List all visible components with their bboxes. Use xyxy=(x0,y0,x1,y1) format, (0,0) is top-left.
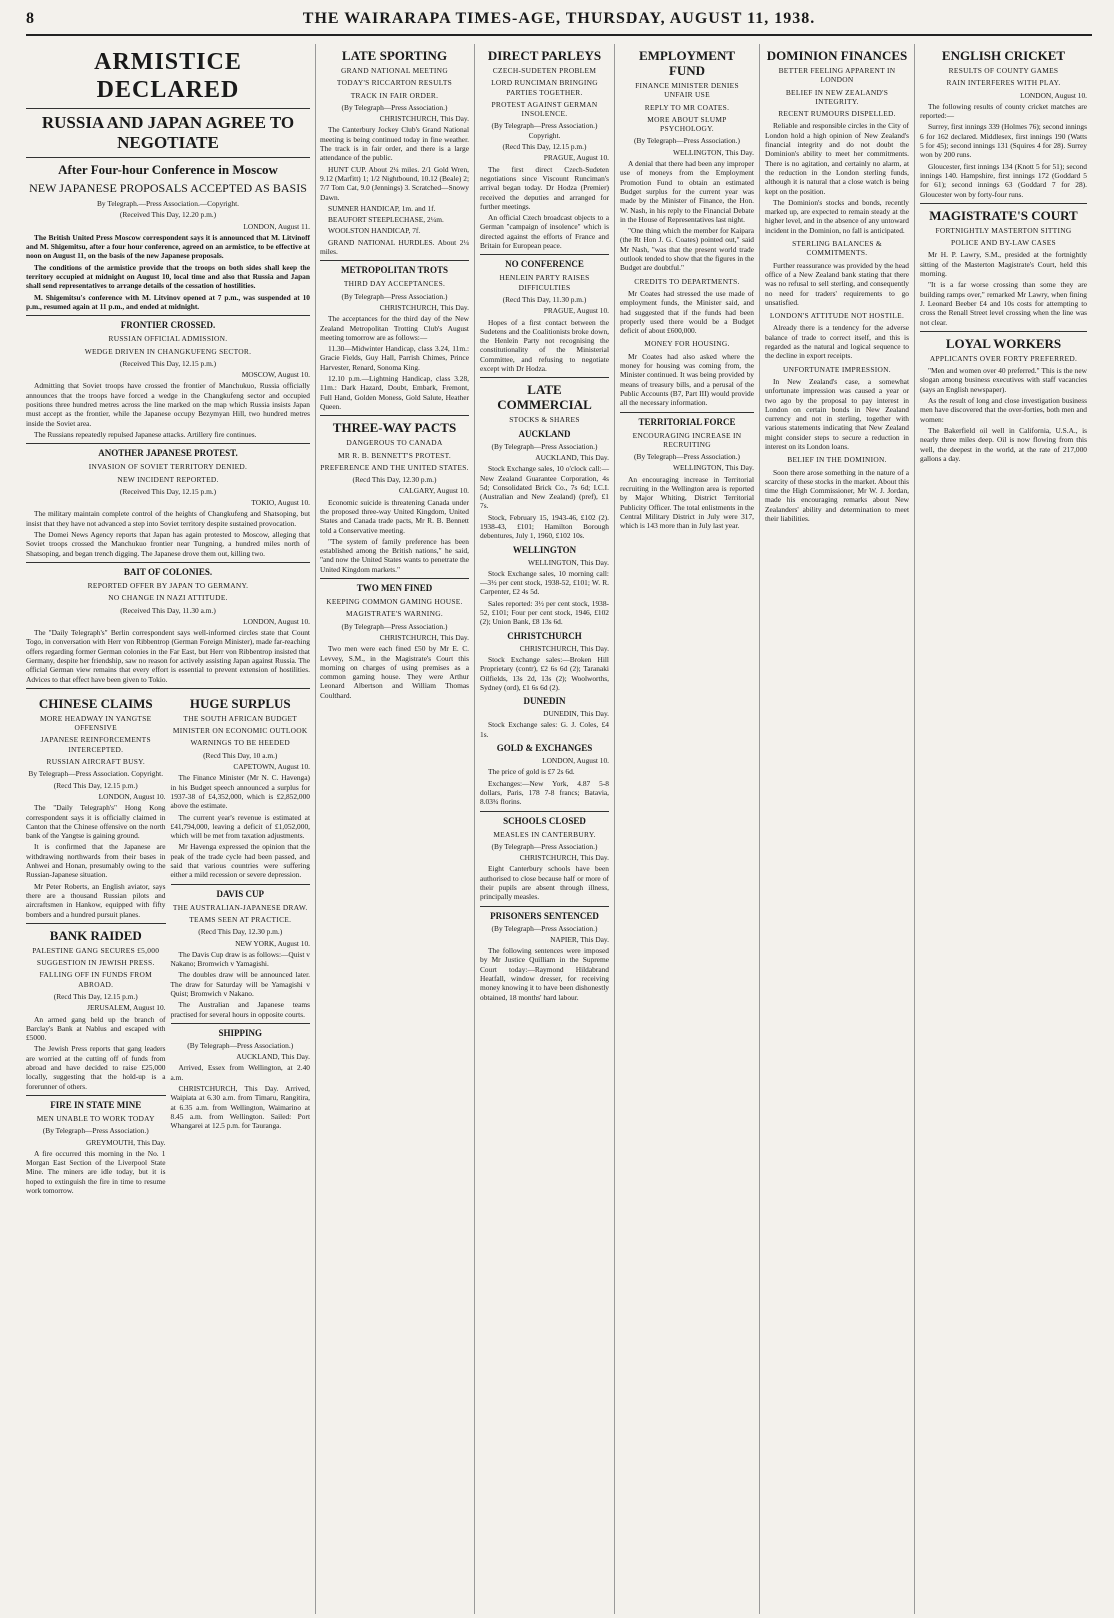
article-fire-in-state-mine xyxy=(26,1100,166,1195)
paragraph: 11.30—Midwinter Handicap, class 3.24, 11m.: Gracie Fields, Guy Hall, Parrish Chimes, Prince Harvester, Renard, Sonoma King. xyxy=(320,344,469,372)
received: (Recd This Day, 12.30 p.m.) xyxy=(198,927,283,937)
headline: WELLINGTON xyxy=(512,544,577,555)
article-body xyxy=(920,250,1087,326)
paragraph: Soon there arose something in the nature of a scarcity of these stocks in the market. About this time the High Commissioner, Mr W. J. Jordan, made his encouraging remarks about New Zealanders' ability and determination to meet their liabilities. xyxy=(765,467,909,524)
headline: TERRITORIAL FORCE xyxy=(638,416,736,427)
article-body xyxy=(320,314,469,411)
dateline: LONDON, August 10. xyxy=(98,791,166,801)
paragraph: Surrey, first innings 339 (Holmes 76); second innings 6 for 162 declared. Middlesex, first innings 190 (Watts 5 for 45); second innings 131 (Squires 4 for 28). Surrey won by 200 runs. xyxy=(920,122,1087,160)
article-money-for-housing xyxy=(620,339,754,407)
subhead: RESULTS OF COUNTY GAMES xyxy=(948,66,1059,75)
paragraph: A denial that there had been any improper use of moneys from the Employment Promotion Fund to obtain an estimated Budget surplus for the current year was made by the Minister of Finance, the Hon. W. Nash, in his reply to the Financial Debate in the House of Representatives last night. xyxy=(620,159,754,224)
dateline: NEW YORK, August 10. xyxy=(235,938,310,948)
paragraph: The military maintain complete control of the heights of Changkufeng and Shatsoping, but insist that they have not advanced a step into Soviet territory despite sustained provocation. xyxy=(26,509,310,528)
headline: FRONTIER CROSSED. xyxy=(120,320,216,331)
dateline: GREYMOUTH, This Day. xyxy=(86,1137,166,1147)
article-gold-exchanges xyxy=(480,743,609,806)
article-credits-to-departments xyxy=(620,277,754,336)
subhead: TODAY'S RICCARTON RESULTS xyxy=(336,78,453,88)
dateline: AUCKLAND, This Day. xyxy=(535,452,609,462)
article-christchurch xyxy=(480,631,609,692)
article-another-protest xyxy=(26,448,310,558)
paragraph: Reliable and responsible circles in the City of London hold a high opinion of New Zealand's financial integrity and do not doubt the Dominion's ability to meet her commitments. There is no agitation, and certainly no alarm, at the reduction in the London sterling funds, although it is natural that a close watch is being kept on the position. xyxy=(765,121,909,196)
subhead: REPORTED OFFER BY JAPAN TO GERMANY. xyxy=(87,580,249,590)
paragraph: The acceptances for the third day of the New Zealand Metropolitan Trotting Club's August meeting tomorrow are as follows:— xyxy=(320,314,469,342)
paragraph: As the result of long and close investigation business men have discovered that the over-forties, both men and women: xyxy=(920,396,1087,424)
subhead: RUSSIAN AIRCRAFT BUSY. xyxy=(46,757,146,767)
paragraph: CHRISTCHURCH, This Day. Arrived, Waipiata at 6.30 a.m. from Timaru, Rangitira, at 6.35 a.m. from Wellington, Waimarino at 8.45 a.m. from Wellington. Sailed: Port Whangarei at 12.5 p.m. for Tauranga. xyxy=(170,1084,310,1131)
article-body xyxy=(26,233,310,311)
dateline: CHRISTCHURCH, This Day. xyxy=(519,643,609,653)
article-body xyxy=(765,377,909,451)
headline: HUGE SURPLUS xyxy=(189,695,291,711)
received: (Received This Day, 12.20 p.m.) xyxy=(119,210,217,220)
paragraph: Arrived, Essex from Wellington, at 2.40 a.m. xyxy=(170,1063,310,1082)
paragraph: 12.10 p.m.—Lightning Handicap, class 3.28, 11m.: Dark Hazard, Doubt, Embark, Fremont, Full Hand, Golden Moness, Gold Salute, Heather Queen. xyxy=(320,374,469,411)
paragraph: The Davis Cup draw is as follows:—Quist v Nakano; Bromwich v Yamagishi. xyxy=(170,949,310,969)
headline: BANK RAIDED xyxy=(49,927,142,943)
subhead: RAIN INTERFERES WITH PLAY. xyxy=(946,78,1061,88)
column-5 xyxy=(765,44,915,1614)
article-body xyxy=(171,773,311,879)
article-body xyxy=(480,569,609,627)
paragraph: Gloucester, first innings 134 (Knott 5 for 51); second innings 140. Hampshire, first innings 172 (Goddard 5 for 61); second innings 63 (Goddard 7 for 28). Gloucester won by forty-four runs. xyxy=(920,161,1087,199)
subhead: NEW INCIDENT REPORTED. xyxy=(117,474,219,484)
article-sterling-balances xyxy=(765,239,909,307)
subhead: MINISTER ON ECONOMIC OUTLOOK xyxy=(172,726,308,736)
dateline: CHRISTCHURCH, This Day. xyxy=(379,114,469,124)
subhead: PROTEST AGAINST GERMAN INSOLENCE. xyxy=(491,99,598,119)
paragraph: In New Zealand's case, a somewhat unfortunate impression was caused a year or two ago by the proposal to pay interest in London on certain bonds in New Zealand currency and not in sterling, together with various statements indicating that New Zealand might consider steps to secure a reduction in interest on its London loans. xyxy=(765,376,909,451)
subhead: AUCKLAND xyxy=(518,428,571,439)
dateline: CAPETOWN, August 10. xyxy=(233,762,310,772)
paragraph: GRAND NATIONAL HURDLES. About 2¼ miles. xyxy=(320,237,469,257)
article-no-conference xyxy=(480,259,609,373)
paragraph: Eight Canterbury schools have been authorised to close because half or more of their pupils are absent through illness, principally measles. xyxy=(480,864,609,902)
subhead: RUSSIA AND JAPAN AGREE TO NEGOTIATE xyxy=(41,113,295,152)
subhead: DANGEROUS TO CANADA xyxy=(346,438,443,448)
article-body xyxy=(26,803,166,919)
subhead: THIRD DAY ACCEPTANCES. xyxy=(343,279,446,289)
headline: LATE SPORTING xyxy=(341,48,448,63)
paragraph: "The system of family preference has been established among the British nations," he said, "and now the United States wants to penetrate the United Kingdom markets." xyxy=(320,536,469,574)
subhead: STOCKS & SHARES xyxy=(509,415,580,425)
column-3 xyxy=(480,44,615,1614)
subhead: FINANCE MINISTER DENIES UNFAIR USE xyxy=(635,81,739,100)
headline: SCHOOLS CLOSED xyxy=(503,815,586,826)
paragraph: Exchanges:—New York, 4.87 5-8 dollars, Paris, 178 7-8 francs; Batavia, 8.03¾ florins. xyxy=(480,778,609,807)
subhead: UNFORTUNATE IMPRESSION. xyxy=(783,364,891,374)
subhead: ENCOURAGING INCREASE IN RECRUITING xyxy=(632,430,742,449)
dateline: PRAGUE, August 10. xyxy=(543,306,609,316)
paragraph: "Men and women over 40 preferred." This is the new slogan among business executives with staff vacancies (says an English newspaper). xyxy=(920,366,1087,394)
paragraph: Stock, February 15, 1943-46, £102 (2). 1938-43, £101; Hamilton Borough debentures, July 1, 1960, £102 10s. xyxy=(480,512,609,541)
dateline: LONDON, August 10. xyxy=(1020,90,1087,100)
dateline: CHRISTCHURCH, This Day. xyxy=(519,853,609,863)
paragraph: The Russians repeatedly repulsed Japanese attacks. Artillery fire continues. xyxy=(34,429,257,439)
dateline: PRAGUE, August 10. xyxy=(543,153,609,163)
paragraph: The doubles draw will be announced later. The draw for Saturday will be Yamagishi v Quist; Bromwich v Nakano. xyxy=(170,970,310,998)
paragraph: Sales reported: 3½ per cent stock, 1938-52, £101; Four per cent stock, 1946, £102 (2); Union Bank, £8 13s 6d. xyxy=(480,598,609,627)
paragraph: M. Shigemitsu's conference with M. Litvinov opened at 7 p.m., was suspended at 10 p.m., resumed again at 11 p.m., and ended at midnight. xyxy=(26,292,310,311)
article-loyal-workers xyxy=(920,336,1087,463)
article-body xyxy=(765,323,909,360)
paragraph: Hopes of a first contact between the Sudetens and the Coalitionists broke down, the Henlein Party not recognising the constitutionality of the Ministerial Committee, and refusing to negotiate except with Dr Hodza. xyxy=(480,317,609,374)
paragraph: The current year's revenue is estimated at £41,794,000, leaving a deficit of £1,052,000, which will be met from taxation adjustments. xyxy=(170,812,310,841)
paragraph: An armed gang held up the branch of Barclay's Bank at Nablus and escaped with £5000. xyxy=(26,1014,166,1043)
dateline: NAPIER, This Day. xyxy=(550,934,609,944)
headline: CHINESE CLAIMS xyxy=(38,695,153,711)
subhead: THE AUSTRALIAN-JAPANESE DRAW. xyxy=(172,902,308,912)
paragraph: The British United Press Moscow correspondent says it is announced that M. Litvinoff and M. Shigemitsu, after a four hour conference, agreed on an armistice, to be effective at noon on August 11, on the basis of the new Japanese proposals. xyxy=(26,232,310,261)
headline: FIRE IN STATE MINE xyxy=(50,1099,142,1110)
paragraph: The first direct Czech-Sudeten negotiations since Viscount Runciman's arrival began today. Dr Hodza (Premier) received the deputies and arranged for further meetings. xyxy=(480,164,609,211)
byline: (By Telegraph—Press Association.) xyxy=(634,136,740,146)
subhead: WARNINGS TO BE HEEDED xyxy=(190,738,290,748)
headline: THREE-WAY PACTS xyxy=(332,420,457,436)
subhead: MR R. B. BENNETT'S PROTEST. xyxy=(338,450,451,460)
paragraph: The following sentences were imposed by Mr Justice Quilliam in the Supreme Court today:—Raymond Hildabrand Heatfall, window dresser, for receiving money knowing it to have been dishonestly obtained, 18 months' hard labour. xyxy=(480,946,609,1002)
byline: (By Telegraph—Press Association.) xyxy=(42,1126,149,1136)
article-direct-parleys xyxy=(480,48,609,250)
received: (Recd This Day, 12.30 p.m.) xyxy=(352,475,437,485)
byline: (By Telegraph—Press Association.) xyxy=(634,452,740,462)
subhead: BETTER FEELING APPARENT IN LONDON xyxy=(778,66,896,85)
article-wellington xyxy=(480,545,609,627)
dateline: WELLINGTON, This Day. xyxy=(673,147,754,157)
subhead: NEW JAPANESE PROPOSALS ACCEPTED AS BASIS xyxy=(29,181,307,195)
article-body xyxy=(171,1063,311,1130)
paragraph: Mr H. P. Lawry, S.M., presided at the fortnightly sitting of the Masterton Magistrate's Court, held this morning. xyxy=(920,250,1087,279)
received: (Received This Day, 11.30 a.m.) xyxy=(120,605,216,615)
article-belief-in-dominion xyxy=(765,455,909,523)
dateline: LONDON, August 10. xyxy=(243,616,310,626)
headline: EMPLOYMENT FUND xyxy=(638,48,736,78)
paragraph: The following results of county cricket matches are reported:— xyxy=(920,101,1087,121)
article-territorial-force xyxy=(620,417,754,531)
subhead: LORD RUNCIMAN BRINGING PARTIES TOGETHER. xyxy=(491,78,598,97)
subhead: TRACK IN FAIR ORDER. xyxy=(350,90,439,100)
paragraph: The Australian and Japanese teams practised for several hours in opposite courts. xyxy=(170,1000,310,1019)
headline: LATE COMMERCIAL xyxy=(497,382,592,413)
paragraph: Mr Coates had stressed the use made of employment funds, the Minister said, and had suggested that if the funds had been properly used there would be a Budget deficit of about £600,000. xyxy=(620,288,754,336)
dateline: WELLINGTON, This Day. xyxy=(528,557,609,567)
paragraph: The Jewish Press reports that gang leaders are worried at the cutting off of funds from abroad and have decided to raise £25,000 locally, suggesting that the hold-up is a forerunner of others. xyxy=(26,1044,166,1091)
article-late-sporting xyxy=(320,48,469,256)
subhead: MONEY FOR HOUSING. xyxy=(644,339,730,349)
subhead: PALESTINE GANG SECURES £5,000 xyxy=(32,945,160,955)
subhead: GRAND NATIONAL MEETING xyxy=(341,66,448,75)
paragraph: Stock Exchange sales:—Broken Hill Proprietary (contr), £2 6s 6d (2); Taranaki Oilfields, 13s 2d, 13s (2); Woolworths, Sydney (ord), £1 6s 6d (2). xyxy=(480,654,609,692)
byline: (By Telegraph—Press Association.) xyxy=(491,441,598,451)
article-body xyxy=(620,289,754,335)
headline: DOMINION FINANCES xyxy=(766,48,908,63)
headline: TWO MEN FINED xyxy=(356,583,433,594)
article-body xyxy=(320,644,469,700)
headline: ENGLISH CRICKET xyxy=(941,48,1066,63)
received: (Recd This Day, 10 a.m.) xyxy=(203,750,278,760)
subhead: RECENT RUMOURS DISPELLED. xyxy=(778,109,896,119)
subhead: NO CHANGE IN NAZI ATTITUDE. xyxy=(108,593,228,603)
article-body xyxy=(320,498,469,574)
paragraph: Economic suicide is threatening Canada under the proposed three-way United Kingdom, United States and Canada trade pacts, Mr R. B. Bennett told a Conservative meeting. xyxy=(320,497,469,535)
article-body xyxy=(26,1015,166,1091)
byline: (By Telegraph—Press Association.) xyxy=(341,291,448,301)
article-body xyxy=(320,125,469,256)
subhead: MORE HEADWAY IN YANGTSE OFFENSIVE xyxy=(40,713,152,733)
article-body xyxy=(26,1149,166,1195)
subhead: CREDITS TO DEPARTMENTS. xyxy=(634,276,740,286)
masthead xyxy=(26,4,1092,36)
headline: METROPOLITAN TROTS xyxy=(341,265,448,276)
dateline: TOKIO, August 10. xyxy=(251,498,310,508)
subhead: SUGGESTION IN JEWISH PRESS. xyxy=(36,958,155,968)
article-dominion-finances xyxy=(765,48,909,235)
paragraph: The Finance Minister (Mr N. C. Havenga) in his Budget speech announced a surplus for 1937-38 of £4,352,000, which is £2,852,000 above the estimate. xyxy=(170,773,310,811)
article-armistice xyxy=(26,48,310,311)
paragraph: Two men were each fined £50 by Mr E. C. Levvey, S.M., in the Magistrate's Court this morning on charges of using premises as a common gaming house. They were Arthur Leonard Albertson and William Thomas Coulthard. xyxy=(320,644,469,700)
subhead: FALLING OFF IN FUNDS FROM ABROAD. xyxy=(39,970,152,989)
headline: SHIPPING xyxy=(218,1027,262,1038)
article-two-men-fined xyxy=(320,583,469,700)
article-shipping xyxy=(171,1028,311,1131)
subhead: MEN UNABLE TO WORK TODAY xyxy=(36,1113,155,1123)
subhead: POLICE AND BY-LAW CASES xyxy=(951,238,1056,248)
paragraph: SUMNER HANDICAP, 1m. and 1f. xyxy=(328,203,436,213)
paragraph: Mr Coates had also asked where the money for housing was coming from, the Minister continued. It was being provided by means of treasury bills, and a perusal of the Public Accounts (B7, Part III) would provide all the necessary information. xyxy=(620,351,754,408)
article-metropolitan-trots xyxy=(320,265,469,411)
paragraph: An encouraging increase in Territorial recruiting in the Wellington area is reported by Major Whiting, District Territorial Publicity Officer. The total enlistments in the Central Military District in July were 317, which is 143 more than in July last year. xyxy=(620,474,754,531)
dateline: DUNEDIN, This Day. xyxy=(543,709,609,719)
page-number: 8 xyxy=(26,10,35,27)
subhead: WEDGE DRIVEN IN CHANGKUFENG SECTOR. xyxy=(84,346,252,356)
byline: By Telegraph.—Press Association.—Copyright. xyxy=(96,199,240,208)
subhead: JAPANESE REINFORCEMENTS INTERCEPTED. xyxy=(40,735,151,754)
article-dunedin xyxy=(480,696,609,739)
article-body xyxy=(480,655,609,692)
article-body xyxy=(620,159,754,273)
article-body xyxy=(920,366,1087,463)
received: (Recd This Day, 11.30 p.m.) xyxy=(502,294,587,304)
subhead: BELIEF IN THE DOMINION. xyxy=(787,455,887,465)
headline: BAIT OF COLONIES. xyxy=(123,566,213,577)
dateline: WELLINGTON, This Day. xyxy=(673,463,754,473)
article-body xyxy=(620,475,754,531)
article-body xyxy=(620,352,754,408)
paragraph: The conditions of the armistice provide that the troops on both sides shall keep the territory occupied at midnight on August 10, local time and also that Russia and Japan shall send representatives to arrange details of the cessation of hostilities. xyxy=(26,262,310,291)
article-english-cricket xyxy=(920,48,1087,199)
subhead: BELIEF IN NEW ZEALAND'S INTEGRITY. xyxy=(785,87,889,106)
article-body xyxy=(26,628,310,684)
byline: (By Telegraph—Press Association.) xyxy=(341,621,448,631)
dateline: CHRISTCHURCH, This Day. xyxy=(379,302,469,312)
headline: ANOTHER JAPANESE PROTEST. xyxy=(98,448,238,459)
article-body xyxy=(480,720,609,739)
dateline: CHRISTCHURCH, This Day. xyxy=(379,632,469,642)
lower-panels xyxy=(26,692,310,1199)
paragraph: Mr Peter Roberts, an English aviator, says there are a thousand Russian pilots and aircraftsmen in Hankow, equipped with fifty bombers and a hundred pursuit planes. xyxy=(26,881,166,919)
subhead: CZECH-SUDETEN PROBLEM xyxy=(492,66,597,75)
received: (Received This Day, 12.15 p.m.) xyxy=(119,486,217,496)
article-body xyxy=(480,767,609,806)
headline: LOYAL WORKERS xyxy=(945,335,1062,351)
article-body xyxy=(480,318,609,374)
received: (Recd This Day, 12.15 p.m.) xyxy=(502,142,587,152)
article-body xyxy=(480,464,609,540)
article-unfortunate-impression xyxy=(765,365,909,452)
article-frontier xyxy=(26,320,310,439)
paragraph: The Canterbury Jockey Club's Grand National meeting is being continued today in fine weather. The track is in fair order, and there is a large attendance of the public. xyxy=(320,125,469,163)
subhead: HENLEIN PARTY RAISES DIFFICULTIES xyxy=(499,273,590,292)
article-londons-attitude xyxy=(765,311,909,360)
subhead: STERLING BALANCES & COMMITMENTS. xyxy=(792,239,882,258)
article-body xyxy=(480,165,609,251)
byline: (By Telegraph—Press Association.) xyxy=(491,923,598,933)
paragraph: It is confirmed that the Japanese are withdrawing northwards from their bases in Anhwei and Honan, presumably owing to the Russian-Japanese situation. xyxy=(26,842,166,880)
article-body xyxy=(765,121,909,235)
subhead: MORE ABOUT SLUMP PSYCHOLOGY. xyxy=(647,114,727,134)
byline: (By Telegraph—Press Association.) xyxy=(341,102,448,112)
paragraph: An official Czech broadcast objects to a German "campaign of insolence" which is directed against the efforts of France and Britain for European peace. xyxy=(480,213,609,251)
article-body xyxy=(920,102,1087,199)
column-1 xyxy=(26,44,316,1614)
article-chinese-claims xyxy=(26,696,166,919)
paragraph: The Domei News Agency reports that Japan has again protested to Moscow, alleging that Soviet troops crossed the Manchukuo frontier near Tungning, a hundred miles north of Shatsoping, and began trench digging. The Japanese drove them out, killing two. xyxy=(26,530,310,558)
article-employment-fund xyxy=(620,48,754,273)
paragraph: The "Daily Telegraph's" Berlin correspondent says well-informed circles state that Count Togo, in conversation with Herr von Ribbentrop (German Foreign Minister), made far-reaching offers regarding former German colonies in the Far East, but Herr von Ribbentrop insisted that Germany, despite her friendship, saw no reason for actively assisting Japan against Russia. The official German view remains that every effort is essential to prevent extension of hostilities. Advices to that effect have been given to Tokio. xyxy=(26,628,310,684)
byline: By Telegraph—Press Association. Copyright. xyxy=(28,769,164,779)
article-body xyxy=(26,509,310,557)
headline: DIRECT PARLEYS xyxy=(487,48,602,63)
headline: PRISONERS SENTENCED xyxy=(490,910,599,921)
paragraph: Stock Exchange sales, 10 o'clock call:—New Zealand Guarantee Corporation, 4s 5d; Consolidated Brick Co., 7s 6d; I.C.I. (Australian and New Zealand) (pref), £1 7s. xyxy=(480,464,609,511)
article-davis-cup xyxy=(171,889,311,1019)
paragraph: The Dominion's stocks and bonds, recently marked up, are expected to remain steady at the higher level, and in the absence of any untoward incident in the Dominion, no fall is anticipated. xyxy=(765,197,909,235)
headline: NO CONFERENCE xyxy=(505,259,584,270)
headline: MAGISTRATE'S COURT xyxy=(929,207,1078,223)
paragraph: The price of gold is £7 2s 6d. xyxy=(488,767,575,777)
article-prisoners-sentenced xyxy=(480,911,609,1002)
headline: DUNEDIN xyxy=(523,696,566,707)
paragraph: "One thing which the member for Kaipara (the Rt Hon J. G. Coates) pointed out," said Mr Nash, "was that the present world trade outlook tended to show that the figures in the Budget are doubtful." xyxy=(620,226,754,273)
subhead: KEEPING COMMON GAMING HOUSE. xyxy=(326,597,463,607)
subhead: APPLICANTS OVER FORTY PREFERRED. xyxy=(929,353,1078,363)
article-body xyxy=(480,864,609,901)
dateline: LONDON, August 10. xyxy=(542,756,609,766)
subhead: INVASION OF SOVIET TERRITORY DENIED. xyxy=(88,462,248,472)
subhead: After Four-hour Conference in Moscow xyxy=(58,162,278,177)
paragraph: HUNT CUP. About 2¼ miles. 2/1 Gold Wren, 9.12 (Marfitt) 1; 1/2 Nightbound, 10.12 (Beale) 2; 7/7 Tom Cat, 9.0 (Jennings) 3. Scratched—Snowy Dawn. xyxy=(320,164,469,202)
headline: CHRISTCHURCH xyxy=(507,630,582,641)
subhead: RUSSIAN OFFICIAL ADMISSION. xyxy=(108,334,228,344)
article-huge-surplus xyxy=(171,696,311,880)
article-body xyxy=(480,946,609,1002)
article-schools-closed xyxy=(480,816,609,902)
paragraph: "It is a far worse crossing than some they are building ramps over," remarked Mr Lawry, when fining J. Leonard Beeber £4 and 10s costs for attempting to cross the Renall Street level crossing when the line was not clear. xyxy=(920,280,1087,327)
article-late-commercial xyxy=(480,382,609,540)
dateline: JERUSALEM, August 10. xyxy=(87,1003,166,1013)
subhead: FORTNIGHTLY MASTERTON SITTING xyxy=(935,225,1072,235)
paragraph: The "Daily Telegraph's" Hong Kong correspondent says it is officially claimed in Canton that the Chinese offensive on the north bank of the Yangtse is gaining ground. xyxy=(26,803,166,841)
column-4 xyxy=(620,44,760,1614)
byline: (By Telegraph—Press Association.) xyxy=(491,841,598,851)
article-body xyxy=(171,950,311,1019)
headline: GOLD & EXCHANGES xyxy=(496,743,593,754)
headline: DAVIS CUP xyxy=(216,888,265,899)
article-bait-of-colonies xyxy=(26,567,310,684)
received: (Recd This Day, 12.15 p.m.) xyxy=(53,780,138,790)
column-6 xyxy=(920,44,1092,1614)
paragraph: Stock Exchange sales, 10 morning call:—3½ per cent stock, 1938-52, £101; W. R. Carpenter, £2 4s 5d. xyxy=(480,568,609,597)
article-three-way-pacts xyxy=(320,420,469,574)
byline: (By Telegraph—Press Association.) Copyright. xyxy=(491,121,598,140)
paragraph: The Bakerfield oil well in California, U.S.A., is nearly three miles deep. Oil is now flowing from this well, the deepest in the world, at the rate of 217,000 gallons a day. xyxy=(920,425,1087,463)
subhead: REPLY TO MR COATES. xyxy=(644,102,730,112)
dateline: AUCKLAND, This Day. xyxy=(236,1052,310,1062)
subhead: LONDON'S ATTITUDE NOT HOSTILE. xyxy=(769,311,905,321)
headline: ARMISTICE DECLARED xyxy=(94,49,242,103)
subhead: TEAMS SEEN AT PRACTICE. xyxy=(189,914,292,924)
byline: (By Telegraph—Press Association.) xyxy=(187,1040,294,1050)
paragraph: BEAUFORT STEEPLECHASE, 2¼m. xyxy=(328,215,444,225)
article-bank-raided xyxy=(26,928,166,1091)
paragraph: Stock Exchange sales: G. J. Coles, £4 1s. xyxy=(480,720,609,739)
received: (Recd This Day, 12.15 p.m.) xyxy=(53,992,138,1001)
subhead: MEASLES IN CANTERBURY. xyxy=(493,829,596,839)
dateline: CALGARY, August 10. xyxy=(398,486,469,496)
paragraph: Further reassurance was provided by the head office of a New Zealand bank stating that there was no refusal to sell sterling, and consequently no need for traders' requirements to go unsatisfied. xyxy=(765,260,909,307)
paragraph: WOOLSTON HANDICAP, 7f. xyxy=(328,226,421,236)
paragraph: Already there is a tendency for the adverse balance of trade to correct itself, and this is regarded as the natural and logical sequence to the decline in export receipts. xyxy=(765,323,909,361)
subhead: MAGISTRATE'S WARNING. xyxy=(345,609,443,619)
subhead: PREFERENCE AND THE UNITED STATES. xyxy=(320,462,469,472)
article-body xyxy=(26,381,310,439)
article-body xyxy=(765,468,909,524)
article-magistrates-court xyxy=(920,208,1087,327)
paragraph: Mr Havenga expressed the opinion that the peak of the trade cycle had been passed, and said that various countries were suffering either a mild recession or severe depression. xyxy=(170,842,310,880)
paragraph: Admitting that Soviet troops have crossed the frontier of Manchukuo, Russia officially announces that the troops have forced a wedge in the Changkufeng sector and occupied positions three hundred metres across the line marked on the map which Russia insists Japan must accept as the frontier, while the Japanese occupy Bezymyan Hill, two hundred metres inside the Soviet area. xyxy=(26,381,310,428)
dateline: MOSCOW, August 10. xyxy=(241,370,310,380)
column-2 xyxy=(320,44,475,1614)
received: (Received This Day, 12.15 p.m.) xyxy=(119,358,217,368)
masthead-title: THE WAIRARAPA TIMES-AGE, THURSDAY, AUGUST 11, 1938. xyxy=(302,10,816,27)
dateline: LONDON, August 11. xyxy=(243,221,310,231)
paragraph: A fire occurred this morning in the No. 1 Morgan East Section of the Liverpool State Mine. The miners are idle today, but it is hoped to extinguish the fire in time to resume work tomorrow. xyxy=(26,1148,166,1196)
article-body xyxy=(765,261,909,307)
subhead: THE SOUTH AFRICAN BUDGET xyxy=(183,713,298,723)
